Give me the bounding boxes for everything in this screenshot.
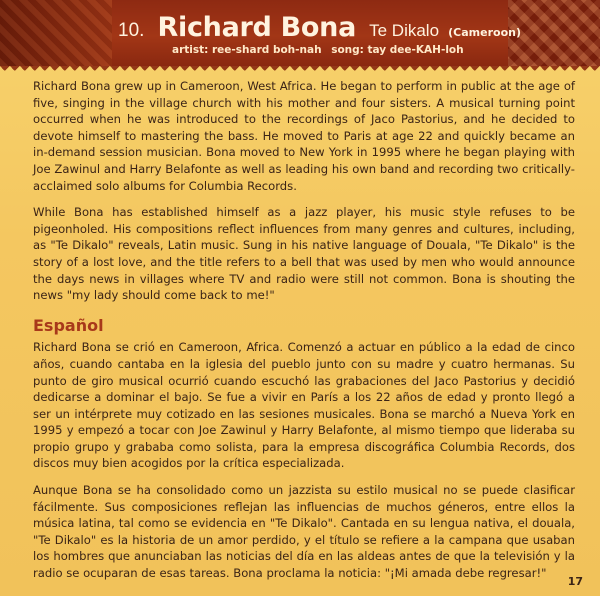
banner-pattern-left — [0, 0, 112, 66]
artist-pronunciation: artist: ree-shard boh-nah — [172, 44, 322, 56]
song-title: Te Dikalo — [369, 21, 440, 40]
pronunciation-line — [172, 44, 470, 56]
banner-zigzag-border — [0, 66, 600, 76]
page-number: 17 — [567, 575, 583, 588]
title-banner — [0, 0, 600, 66]
song-pronunciation: song: tay dee-KAH-loh — [331, 44, 464, 56]
spanish-paragraph-1: Richard Bona se crió en Cameroon, Africa. Comenzó a actuar en público a la edad de cinco años, cuando cantaba en la iglesia del pueblo junto con su madre y cuatro hermanas. Su punto de giro musical ocurrió cuando escuchó las grabaciones del Jaco Pastorius y decidió dedicarse a dominar el bajo. Se fue a vivir en París a los 22 años de edad y pronto llegó a ser un intérprete muy cotizado en las sesiones musicales. Bona se marchó a Nueva York en 1995 y empezó a tocar con Joe Zawinul y Harry Belafonte, al mismo tiempo que lideraba su propio grupo y grababa como solista, para la empresa discográfica Columbia Records, dos discos muy bien acogidos por la crítica especializada. — [33, 340, 575, 471]
english-paragraph-2: While Bona has established himself as a jazz player, his music style refuses to be pigeonholed. His compositions reflect influences from many genres and cultures, including, as "Te Dikalo" reveals, Latin music. Sung in his native language of Douala, "Te Dikalo" is the story of a lost love, and the title refers to a bell that was used by men who would announce the days news in villages where TV and radio were still not common. Bona is shouting the news "my lady should come back to me!" — [33, 205, 575, 303]
spanish-heading: Español — [33, 315, 104, 335]
track-title-line — [118, 12, 521, 43]
track-number: 10. — [118, 20, 145, 41]
country-label: (Cameroon) — [448, 26, 521, 39]
english-paragraph-1: Richard Bona grew up in Cameroon, West Africa. He began to perform in public at the age of five, singing in the village church with his mother and four sisters. A musical turning point occurred when he was introduced to the recordings of Jaco Pastorius, and he decided to devote himself to mastering the bass. He moved to Paris at age 22 and quickly became an in-demand session musician. Bona moved to New York in 1995 where he began playing with Joe Zawinul and Harry Belafonte as well as leading his own band and recording two critically-acclaimed solo albums for Columbia Records. — [33, 79, 575, 193]
liner-notes — [33, 78, 575, 592]
spanish-paragraph-2: Aunque Bona se ha consolidado como un jazzista su estilo musical no se puede clasificar fácilmente. Sus composiciones reflejan las influencias de muchos géneros, entre ellos la música latina, tal como se evidencia en "Te Dikalo". Cantada en su lengua nativa, el douala, "Te Dikalo" es la historia de un amor perdido, y el título se refiere a la campana que usaban los hombres que anunciaban las noticias del día en las aldeas antes de que la televisión y la radio se ocuparan de esas tareas. Bona proclama la noticia: "¡Mi amada debe regresar!" — [33, 483, 575, 581]
artist-name: Richard Bona — [157, 12, 357, 43]
banner-pattern-right — [508, 0, 600, 66]
